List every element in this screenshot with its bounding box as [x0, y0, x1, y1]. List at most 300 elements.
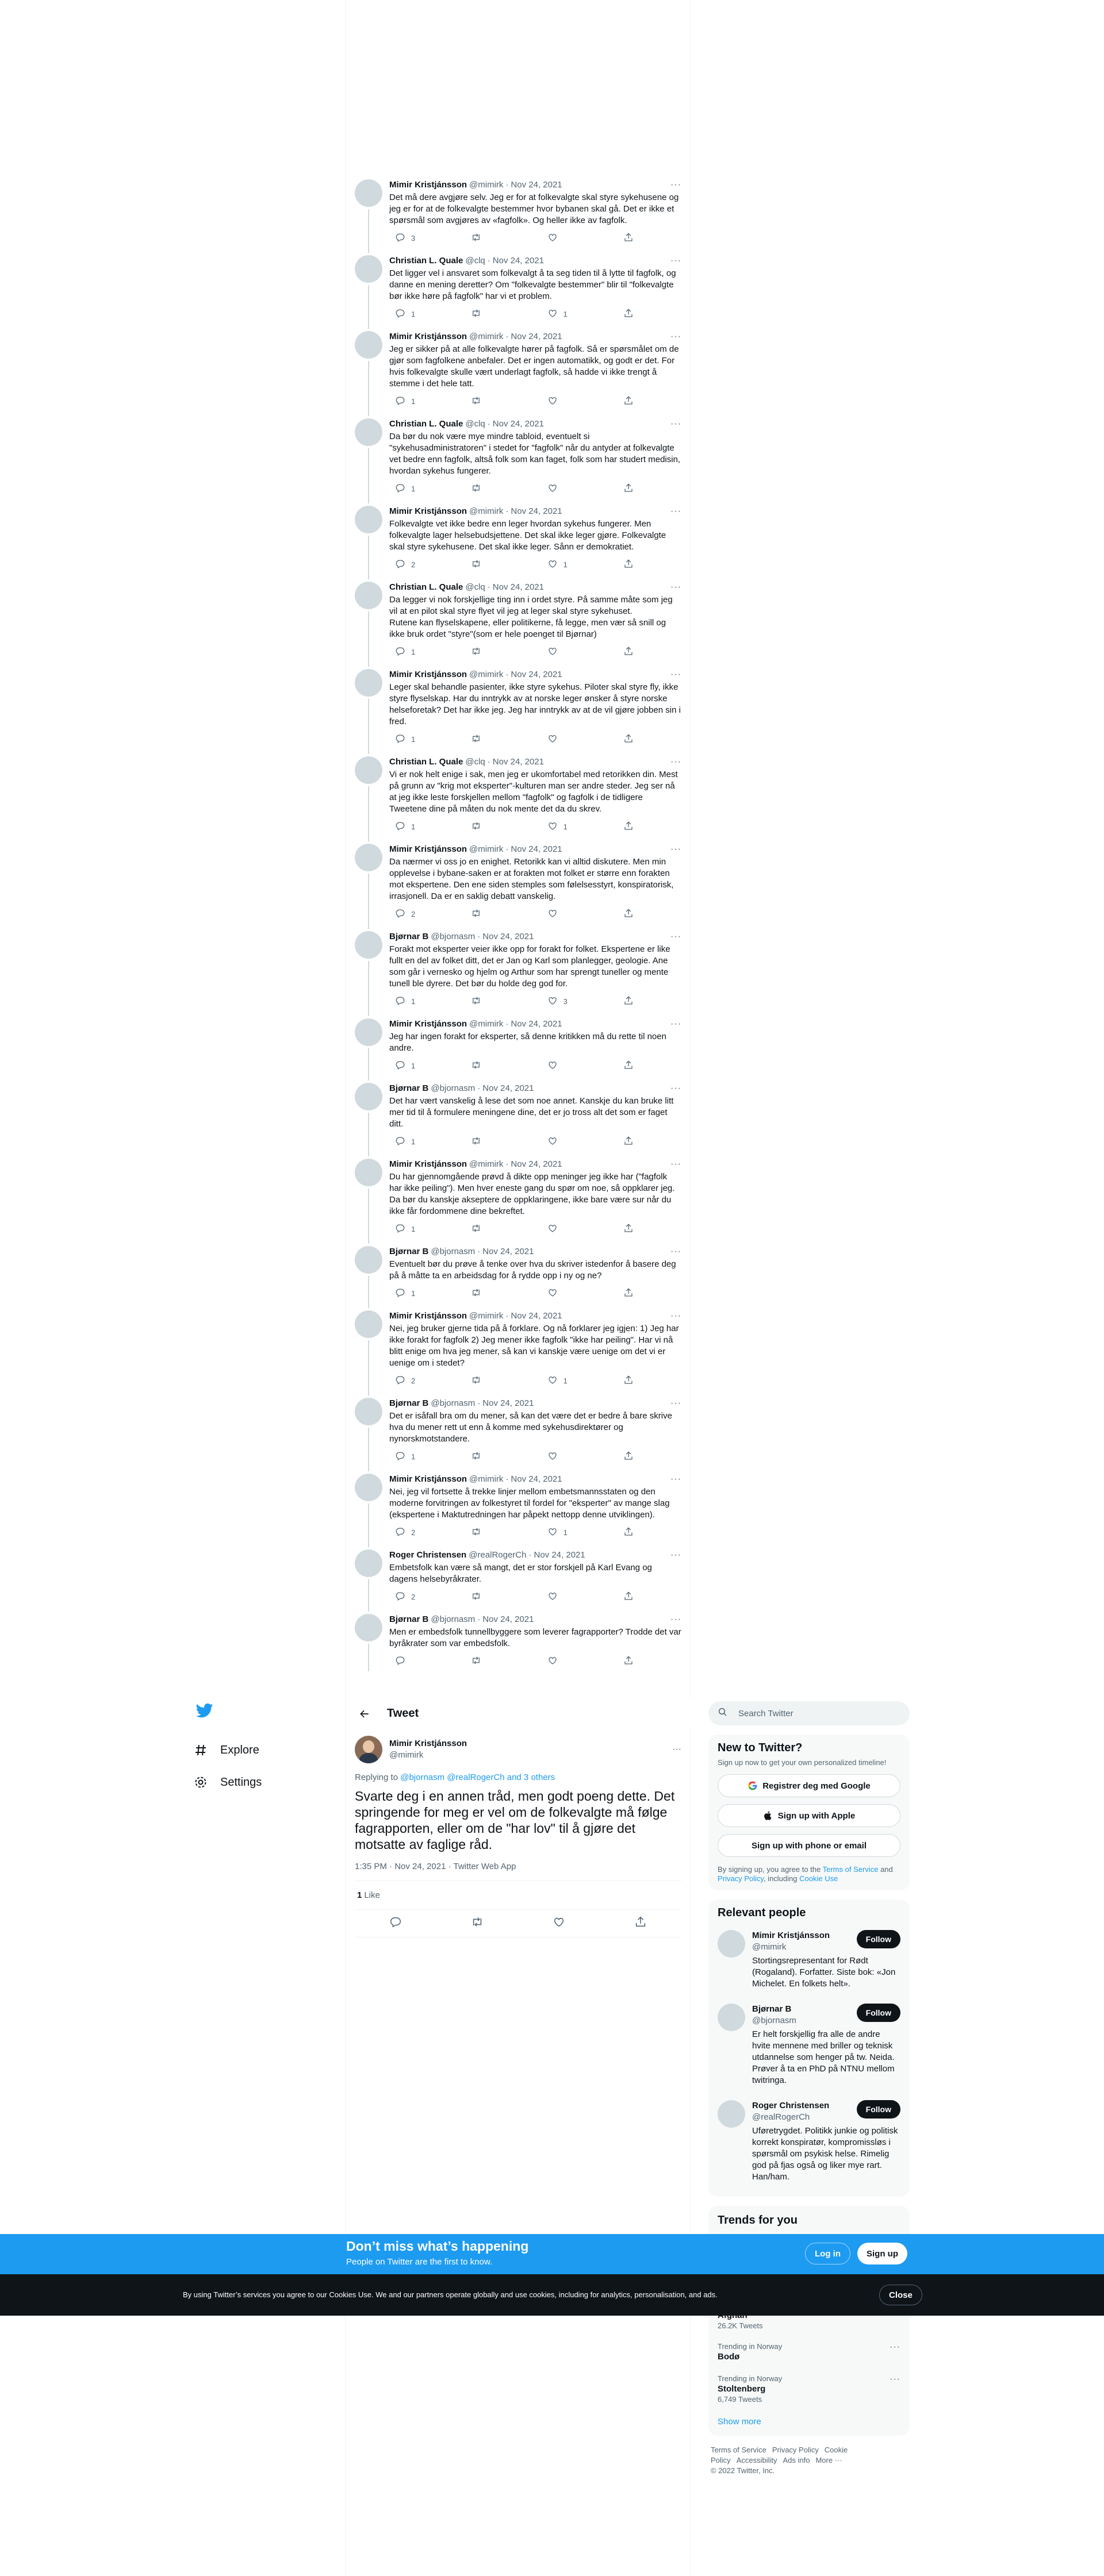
relevant-person[interactable] — [718, 1923, 900, 1997]
google-signup-button[interactable] — [718, 1774, 900, 1797]
person-handle[interactable]: @mimirk — [752, 1942, 787, 1952]
share-button[interactable] — [618, 1287, 634, 1299]
tweet-text: Da legger vi nok forskjellige ting inn i ordet styre. På samme måte som jeg vil at en pilot skal styre flyet vil jeg at leger skal styre sykehuset. Rutene kan flyselskapene, eller politikerne, få legge, men vær så snill og ikke bruk ordet "styre"(som er hele poenget til Bjørnar) — [389, 595, 673, 639]
more-options-icon[interactable]: ··· — [670, 844, 681, 854]
retweet-button[interactable] — [465, 559, 492, 570]
share-button[interactable] — [618, 1060, 634, 1071]
like-button[interactable] — [542, 1136, 568, 1147]
reply-button[interactable] — [389, 1451, 416, 1462]
more-options-icon[interactable]: ··· — [670, 1019, 681, 1029]
tweet-date[interactable]: Nov 24, 2021 — [511, 670, 562, 679]
reply-button[interactable] — [389, 646, 416, 658]
footer-link[interactable]: Ads info — [783, 2456, 810, 2464]
tweet-date[interactable]: Nov 24, 2021 — [492, 419, 544, 429]
share-button[interactable] — [618, 1527, 634, 1538]
trend-info — [718, 2374, 782, 2404]
tweet-date[interactable]: Nov 24, 2021 — [511, 1159, 562, 1169]
like-button[interactable] — [542, 395, 568, 407]
more-options-icon[interactable]: ··· — [670, 1398, 681, 1408]
author-handle[interactable]: @mimirk — [389, 1750, 424, 1760]
share-icon[interactable] — [634, 1916, 647, 1931]
reply-button[interactable] — [389, 1223, 416, 1235]
tweet-date[interactable]: Nov 24, 2021 — [492, 757, 544, 767]
tweet-text: Forakt mot eksperter veier ikke opp for forakt for folket. Ekspertene er like fullt en del av folket ditt, det er Jan og Karl som planlegger, geologie. Ane som går i vernesko og hjelm og Arthur som har sprengt tuneller og mente tunell ble dyrere. Det bør du holde deg god for. — [389, 944, 670, 989]
author-name[interactable]: Bjørnar B — [389, 1398, 429, 1408]
thread-tweet[interactable] — [346, 1391, 691, 1467]
like-button[interactable] — [542, 483, 568, 494]
thread-tweet[interactable] — [346, 924, 691, 1012]
follow-button[interactable]: Follow — [857, 1930, 900, 1948]
nav-settings[interactable] — [193, 1766, 319, 1798]
reply-icon — [395, 995, 405, 1008]
reply-button[interactable] — [389, 308, 416, 320]
trend-item[interactable] — [718, 2369, 900, 2410]
avatar[interactable] — [355, 1159, 382, 1186]
privacy-policy-link[interactable]: Privacy Policy — [718, 1874, 764, 1883]
author-handle[interactable]: @mimirk — [469, 1474, 504, 1484]
avatar[interactable] — [355, 255, 382, 283]
retweet-button[interactable] — [465, 1287, 492, 1299]
avatar[interactable] — [355, 1018, 382, 1046]
author-handle[interactable]: @realRogerCh — [469, 1550, 527, 1560]
thread-connector-line — [368, 612, 369, 667]
share-icon — [623, 1591, 634, 1603]
tweet-date[interactable]: Nov 24, 2021 — [482, 1614, 534, 1624]
like-icon — [547, 308, 558, 320]
tweet-header — [389, 756, 681, 768]
avatar[interactable] — [355, 331, 382, 359]
retweet-icon — [471, 559, 481, 571]
thread-connector-line — [368, 1644, 369, 1671]
thread-tweet[interactable] — [346, 662, 691, 749]
like-icon — [547, 1223, 558, 1235]
author-name[interactable]: Mimir Kristjánsson — [389, 1159, 467, 1169]
thread-tweet[interactable] — [346, 248, 691, 324]
tweet-date[interactable]: Nov 24, 2021 — [511, 844, 562, 854]
reply-button[interactable] — [389, 1060, 416, 1071]
author-name[interactable]: Christian L. Quale — [389, 256, 463, 266]
like-icon[interactable] — [553, 1916, 565, 1931]
apple-icon — [763, 1810, 773, 1821]
tweet-date[interactable]: Nov 24, 2021 — [534, 1550, 585, 1560]
more-options-icon[interactable]: ··· — [670, 757, 681, 767]
like-button[interactable] — [542, 733, 568, 745]
share-icon — [623, 1060, 634, 1072]
tweet-avatar-column — [355, 1246, 382, 1299]
author-name[interactable]: Mimir Kristjánsson — [389, 1739, 467, 1748]
author-name[interactable]: Mimir Kristjánsson — [389, 844, 467, 854]
reply-button[interactable] — [389, 1591, 416, 1602]
more-options-icon[interactable]: ··· — [670, 506, 681, 516]
reply-button[interactable] — [389, 733, 416, 745]
more-options-icon[interactable]: ··· — [670, 932, 681, 941]
author-name[interactable]: Mimir Kristjánsson — [389, 670, 467, 679]
person-info — [752, 2004, 900, 2086]
trend-item[interactable] — [718, 2336, 900, 2369]
author-handle[interactable]: @bjornasm — [431, 1398, 476, 1408]
terms-including: , including — [763, 1874, 798, 1883]
retweet-button[interactable] — [465, 232, 492, 244]
share-button[interactable] — [618, 908, 634, 920]
left-nav — [193, 1698, 319, 1798]
tweet-date[interactable]: Nov 24, 2021 — [482, 932, 534, 941]
retweet-button[interactable] — [465, 1136, 492, 1147]
avatar[interactable] — [355, 1083, 382, 1110]
like-count[interactable] — [355, 1881, 681, 1910]
reply-button[interactable] — [389, 1287, 416, 1299]
like-button[interactable] — [542, 1060, 568, 1071]
separator-dot: · — [505, 1311, 509, 1321]
like-button[interactable] — [542, 1527, 568, 1538]
more-options-icon[interactable]: ··· — [670, 582, 681, 592]
author-name[interactable]: Mimir Kristjánsson — [389, 1474, 467, 1484]
share-button[interactable] — [618, 1136, 634, 1147]
author-handle[interactable]: @bjornasm — [431, 1247, 476, 1256]
like-button[interactable] — [542, 821, 568, 832]
tweet-date[interactable]: Nov 24, 2021 — [511, 1474, 562, 1484]
tweet-date[interactable]: Nov 24, 2021 — [482, 1083, 534, 1093]
terms-prefix: By signing up, you agree to the — [718, 1865, 821, 1874]
more-options-icon[interactable]: ··· — [670, 1474, 681, 1484]
more-options-icon[interactable]: ··· — [670, 332, 681, 341]
avatar[interactable] — [355, 1474, 382, 1501]
avatar[interactable] — [355, 1736, 382, 1763]
separator-dot: · — [487, 757, 490, 767]
more-options-icon[interactable]: ··· — [670, 1247, 681, 1256]
retweet-button[interactable] — [465, 821, 492, 832]
trend-count: 26.2K Tweets — [718, 2321, 763, 2330]
author-name[interactable]: Christian L. Quale — [389, 582, 463, 592]
tweet-date[interactable]: Nov 24, 2021 — [511, 1019, 562, 1029]
share-button[interactable] — [618, 308, 634, 320]
retweet-icon — [471, 1375, 481, 1387]
like-button[interactable] — [542, 232, 568, 244]
reply-count: 1 — [411, 1289, 416, 1298]
reply-count: 1 — [411, 309, 416, 318]
reply-button[interactable] — [389, 821, 416, 832]
share-button[interactable] — [618, 232, 634, 244]
tweet-date[interactable]: Nov 24, 2021 — [492, 582, 544, 592]
thread-tweet[interactable] — [346, 324, 691, 412]
footer-link[interactable]: Privacy Policy — [772, 2446, 819, 2454]
author-name[interactable]: Mimir Kristjánsson — [389, 506, 467, 516]
tweet-date[interactable]: Nov 24, 2021 — [511, 180, 562, 190]
like-count: 1 — [563, 309, 568, 318]
reply-button[interactable] — [389, 232, 416, 244]
like-button[interactable] — [542, 1375, 568, 1386]
thread-tweet[interactable] — [346, 1076, 691, 1152]
relevant-person[interactable] — [718, 2093, 900, 2190]
avatar[interactable] — [355, 1550, 382, 1577]
avatar[interactable] — [355, 1398, 382, 1425]
author-handle[interactable]: @mimirk — [469, 180, 504, 190]
share-button[interactable] — [618, 995, 634, 1007]
reply-count: 1 — [411, 1061, 416, 1070]
like-icon — [547, 821, 558, 833]
tweet-body — [389, 1310, 681, 1386]
tweet-avatar-column — [355, 1310, 382, 1386]
login-button[interactable]: Log in — [805, 2243, 850, 2264]
share-button[interactable] — [618, 1655, 634, 1667]
retweet-icon[interactable] — [471, 1916, 484, 1931]
share-button[interactable] — [618, 646, 634, 658]
thread-tweet[interactable] — [346, 412, 691, 499]
retweet-button[interactable] — [465, 646, 492, 658]
retweet-button[interactable] — [465, 1060, 492, 1071]
cookie-use-link[interactable]: Cookie Use — [799, 1874, 838, 1883]
retweet-button[interactable] — [465, 1591, 492, 1602]
tweet-date[interactable]: Nov 24, 2021 — [482, 1398, 534, 1408]
thread-tweet[interactable] — [346, 575, 691, 662]
nav-explore[interactable] — [193, 1734, 319, 1766]
terms-of-service-link[interactable]: Terms of Service — [822, 1865, 879, 1874]
tweet-header — [389, 931, 681, 943]
author-handle[interactable]: @clq — [465, 757, 485, 767]
page-header — [346, 1698, 691, 1729]
like-button[interactable] — [542, 559, 568, 570]
replying-to-label: Replying to — [355, 1773, 398, 1782]
like-button[interactable] — [542, 1591, 568, 1602]
thread-tweet[interactable] — [346, 172, 691, 248]
author-name[interactable]: Mimir Kristjánsson — [389, 332, 467, 341]
share-button[interactable] — [618, 1591, 634, 1602]
more-options-icon[interactable]: ··· — [670, 419, 681, 429]
reply-icon — [395, 1591, 405, 1603]
tweet-body — [389, 1474, 681, 1538]
reply-button[interactable] — [389, 1136, 416, 1147]
reply-icon — [395, 1527, 405, 1539]
reply-button[interactable] — [389, 1655, 416, 1667]
retweet-button[interactable] — [465, 908, 492, 920]
share-button[interactable] — [618, 559, 634, 570]
thread-tweet[interactable] — [346, 1304, 691, 1391]
like-button[interactable] — [542, 1223, 568, 1235]
tweet-date[interactable]: Nov 24, 2021 — [482, 1247, 534, 1256]
author-name[interactable]: Bjørnar B — [389, 1614, 429, 1624]
retweet-button[interactable] — [465, 483, 492, 494]
more-options-icon[interactable]: ··· — [670, 256, 681, 266]
avatar[interactable] — [718, 2004, 745, 2031]
footer-link[interactable]: Accessibility — [736, 2456, 777, 2464]
phone-email-signup-button[interactable] — [718, 1834, 900, 1857]
thread-tweet[interactable] — [346, 1467, 691, 1543]
author-name[interactable]: Bjørnar B — [389, 932, 429, 941]
thread-tweet[interactable] — [346, 1012, 691, 1076]
more-options-icon[interactable]: ··· — [670, 1550, 681, 1560]
author-name[interactable]: Christian L. Quale — [389, 757, 463, 767]
avatar[interactable] — [355, 756, 382, 784]
back-arrow-icon[interactable] — [355, 1704, 374, 1724]
like-button[interactable] — [542, 1287, 568, 1299]
retweet-button[interactable] — [465, 1527, 492, 1538]
show-more-link[interactable]: Show more — [718, 2417, 761, 2427]
author-handle[interactable]: @bjornasm — [431, 932, 476, 941]
reply-button[interactable] — [389, 908, 416, 920]
thread-tweet[interactable] — [346, 749, 691, 837]
share-button[interactable] — [618, 1451, 634, 1462]
reply-button[interactable] — [389, 395, 416, 407]
trend-count: 6,749 Tweets — [718, 2395, 762, 2404]
tweet-header — [389, 331, 681, 343]
author-name[interactable]: Bjørnar B — [389, 1247, 429, 1256]
author-handle[interactable]: @mimirk — [469, 1311, 504, 1321]
search-input[interactable] — [708, 1701, 910, 1725]
retweet-icon — [471, 232, 481, 244]
hashtag-icon — [193, 1742, 209, 1758]
retweet-button[interactable] — [465, 995, 492, 1007]
author-handle[interactable]: @clq — [465, 582, 485, 592]
author-handle[interactable]: @bjornasm — [431, 1614, 476, 1624]
like-button[interactable] — [542, 1655, 568, 1667]
signup-button[interactable]: Sign up — [857, 2243, 907, 2264]
follow-button[interactable]: Follow — [857, 2100, 900, 2119]
retweet-button[interactable] — [465, 308, 492, 320]
thread-tweet[interactable] — [346, 1543, 691, 1607]
share-button[interactable] — [618, 1375, 634, 1386]
author-name[interactable]: Roger Christensen — [389, 1550, 467, 1560]
reply-count: 1 — [411, 735, 416, 744]
author-name[interactable]: Mimir Kristjánsson — [389, 1019, 467, 1029]
tweet-avatar-column — [355, 506, 382, 570]
tweet-date[interactable]: Nov 24, 2021 — [492, 256, 544, 266]
more-options-icon[interactable]: ··· — [670, 180, 681, 190]
more-options-icon[interactable]: ··· — [672, 1744, 681, 1754]
avatar[interactable] — [355, 1246, 382, 1274]
author-name[interactable]: Bjørnar B — [389, 1083, 429, 1093]
like-icon — [547, 1655, 558, 1667]
more-options-icon[interactable]: ··· — [670, 1311, 681, 1321]
reply-button[interactable] — [389, 559, 416, 570]
more-options-icon[interactable]: ··· — [670, 1614, 681, 1624]
more-options-icon[interactable]: ··· — [670, 1083, 681, 1093]
share-button[interactable] — [618, 733, 634, 745]
author-handle[interactable]: @clq — [465, 256, 485, 266]
more-options-icon[interactable]: ··· — [890, 2342, 900, 2352]
reply-button[interactable] — [389, 1375, 416, 1386]
author-handle[interactable]: @mimirk — [469, 1019, 504, 1029]
retweet-button[interactable] — [465, 1655, 492, 1667]
footer-link[interactable]: More ··· — [815, 2456, 842, 2464]
person-name[interactable]: Mimir Kristjánsson — [752, 1931, 830, 1940]
reply-button[interactable] — [389, 995, 416, 1007]
reply-count: 2 — [411, 1376, 416, 1385]
like-button[interactable] — [542, 1451, 568, 1462]
tweet-actions — [389, 821, 634, 832]
author-name[interactable]: Mimir Kristjánsson — [389, 1311, 467, 1321]
author-handle[interactable]: @clq — [465, 419, 485, 429]
thread-tweet[interactable] — [346, 1152, 691, 1239]
replying-to-users[interactable]: @bjornasm @realRogerCh and 3 others — [400, 1773, 555, 1782]
like-button[interactable] — [542, 995, 568, 1007]
reply-icon — [395, 1287, 405, 1299]
share-button[interactable] — [618, 483, 634, 494]
like-button[interactable] — [542, 646, 568, 658]
author-handle[interactable]: @bjornasm — [431, 1083, 476, 1093]
author-handle[interactable]: @mimirk — [469, 670, 504, 679]
separator-dot: · — [505, 670, 509, 679]
like-button[interactable] — [542, 908, 568, 920]
thread-tweet[interactable] — [346, 1239, 691, 1304]
trend-info — [718, 2342, 782, 2363]
tweet-text: Det har vært vanskelig å lese det som noe annet. Kanskje du kan bruke litt mer tid til å formulere meningene dine, det er jo tross alt det som er faget ditt. — [389, 1096, 674, 1129]
thread-tweet[interactable] — [346, 499, 691, 575]
more-options-icon[interactable]: ··· — [890, 2374, 900, 2384]
reply-button[interactable] — [389, 1527, 416, 1538]
person-name[interactable]: Bjørnar B — [752, 2004, 792, 2014]
share-button[interactable] — [618, 395, 634, 407]
tweet-date[interactable]: Nov 24, 2021 — [511, 506, 562, 516]
avatar[interactable] — [355, 179, 382, 207]
avatar[interactable] — [355, 1614, 382, 1641]
avatar[interactable] — [718, 1930, 745, 1958]
share-icon — [623, 1223, 634, 1235]
person-handle[interactable]: @realRogerCh — [752, 2112, 810, 2122]
retweet-button[interactable] — [465, 733, 492, 745]
retweet-button[interactable] — [465, 395, 492, 407]
like-icon — [547, 395, 558, 407]
footer-link[interactable]: Terms of Service — [711, 2446, 766, 2454]
share-button[interactable] — [618, 1223, 634, 1235]
avatar[interactable] — [355, 418, 382, 446]
avatar[interactable] — [355, 506, 382, 533]
retweet-button[interactable] — [465, 1375, 492, 1386]
follow-button[interactable]: Follow — [857, 2004, 900, 2022]
relevant-person[interactable] — [718, 1997, 900, 2093]
person-handle[interactable]: @bjornasm — [752, 2016, 796, 2025]
share-icon — [623, 1375, 634, 1387]
thread-tweet[interactable] — [346, 1607, 691, 1671]
more-options-icon[interactable]: ··· — [670, 1159, 681, 1169]
author-name[interactable]: Mimir Kristjánsson — [389, 180, 467, 190]
avatar[interactable] — [718, 2100, 745, 2128]
reply-icon[interactable] — [389, 1916, 402, 1931]
author-handle[interactable]: @mimirk — [469, 844, 504, 854]
twitter-logo-icon[interactable] — [193, 1698, 217, 1723]
reply-button[interactable] — [389, 483, 416, 494]
author-handle[interactable]: @mimirk — [469, 332, 504, 341]
author-handle[interactable]: @mimirk — [469, 506, 504, 516]
footer-link[interactable]: Cookie Policy — [711, 2446, 848, 2464]
tweet-timestamp[interactable]: 1:35 PM · Nov 24, 2021 · Twitter Web App — [355, 1862, 681, 1881]
avatar[interactable] — [355, 1310, 382, 1338]
avatar[interactable] — [355, 931, 382, 959]
person-name[interactable]: Roger Christensen — [752, 2101, 830, 2110]
apple-signup-button[interactable] — [718, 1804, 900, 1827]
reply-icon — [395, 1655, 405, 1667]
retweet-button[interactable] — [465, 1223, 492, 1235]
tweet-date[interactable]: Nov 24, 2021 — [511, 332, 562, 341]
conversation-thread — [346, 172, 691, 1671]
like-button[interactable] — [542, 308, 568, 320]
author-handle[interactable]: @mimirk — [469, 1159, 504, 1169]
avatar[interactable] — [355, 669, 382, 697]
share-icon — [623, 1136, 634, 1148]
avatar[interactable] — [355, 582, 382, 609]
retweet-button[interactable] — [465, 1451, 492, 1462]
tweet-header — [389, 1398, 681, 1409]
cookie-close-button[interactable]: Close — [879, 2285, 922, 2305]
tweet-header — [389, 844, 681, 855]
share-button[interactable] — [618, 821, 634, 832]
more-options-icon[interactable]: ··· — [670, 670, 681, 679]
trend-context: Trending in Norway — [718, 2374, 783, 2383]
reply-icon — [395, 1223, 405, 1235]
tweet-date[interactable]: Nov 24, 2021 — [511, 1311, 562, 1321]
author-name[interactable]: Christian L. Quale — [389, 419, 463, 429]
thread-tweet[interactable] — [346, 837, 691, 924]
like-icon — [547, 1136, 558, 1148]
avatar[interactable] — [355, 844, 382, 871]
